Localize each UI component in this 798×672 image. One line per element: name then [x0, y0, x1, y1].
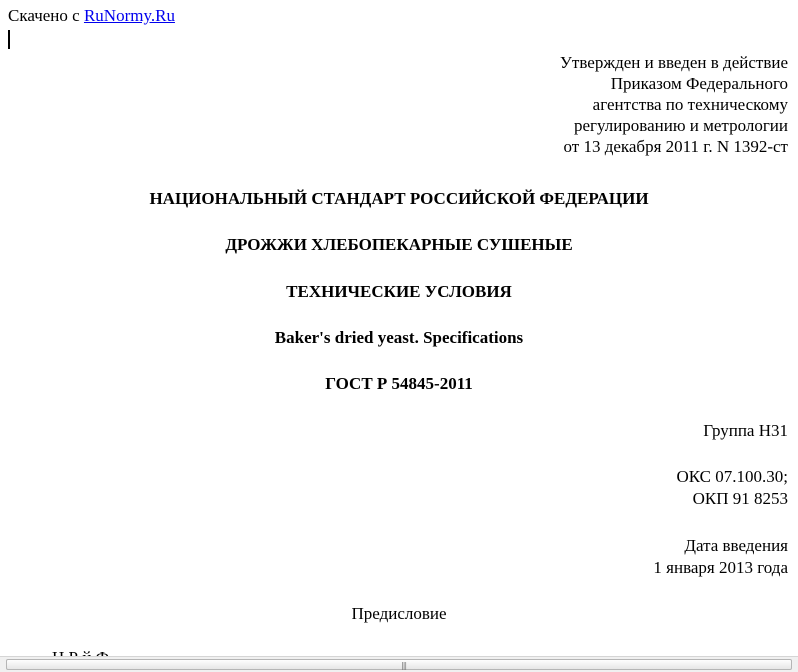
- okp-code: ОКП 91 8253: [692, 489, 788, 508]
- scrollbar-thumb[interactable]: [6, 659, 792, 670]
- group-label: Группа Н31: [703, 421, 788, 440]
- grip-icon: |||: [401, 661, 407, 670]
- approval-line: регулированию и метрологии: [573, 116, 788, 135]
- runormy-link[interactable]: RuNormy.Ru: [83, 6, 175, 25]
- introduction-label: Дата введения: [684, 536, 788, 555]
- source-line: [8, 6, 175, 26]
- introduction-date: 1 января 2013 года: [653, 558, 788, 577]
- english-title: Baker's dried yeast. Specifications: [274, 328, 524, 347]
- horizontal-scrollbar[interactable]: [0, 656, 798, 672]
- approval-line: Приказом Федерального: [610, 74, 788, 93]
- standard-code: ГОСТ Р 54845-2011: [325, 374, 473, 393]
- approval-block: [560, 52, 788, 157]
- approval-line: от 13 декабря 2011 г. N 1392-ст: [563, 137, 788, 156]
- text-cursor: [8, 30, 10, 49]
- oks-code: ОКС 07.100.30;: [676, 467, 788, 486]
- source-prefix: Скачено с: [8, 6, 84, 25]
- approval-line: агентства по техническому: [592, 95, 788, 114]
- standard-heading: НАЦИОНАЛЬНЫЙ СТАНДАРТ РОССИЙСКОЙ ФЕДЕРАЦИИ: [149, 189, 649, 208]
- approval-line: Утвержден и введен в действие: [559, 53, 788, 72]
- document-title: ДРОЖЖИ ХЛЕБОПЕКАРНЫЕ СУШЕНЫЕ: [225, 235, 573, 254]
- document-subtitle: ТЕХНИЧЕСКИЕ УСЛОВИЯ: [286, 282, 512, 301]
- foreword-heading: Предисловие: [351, 604, 447, 623]
